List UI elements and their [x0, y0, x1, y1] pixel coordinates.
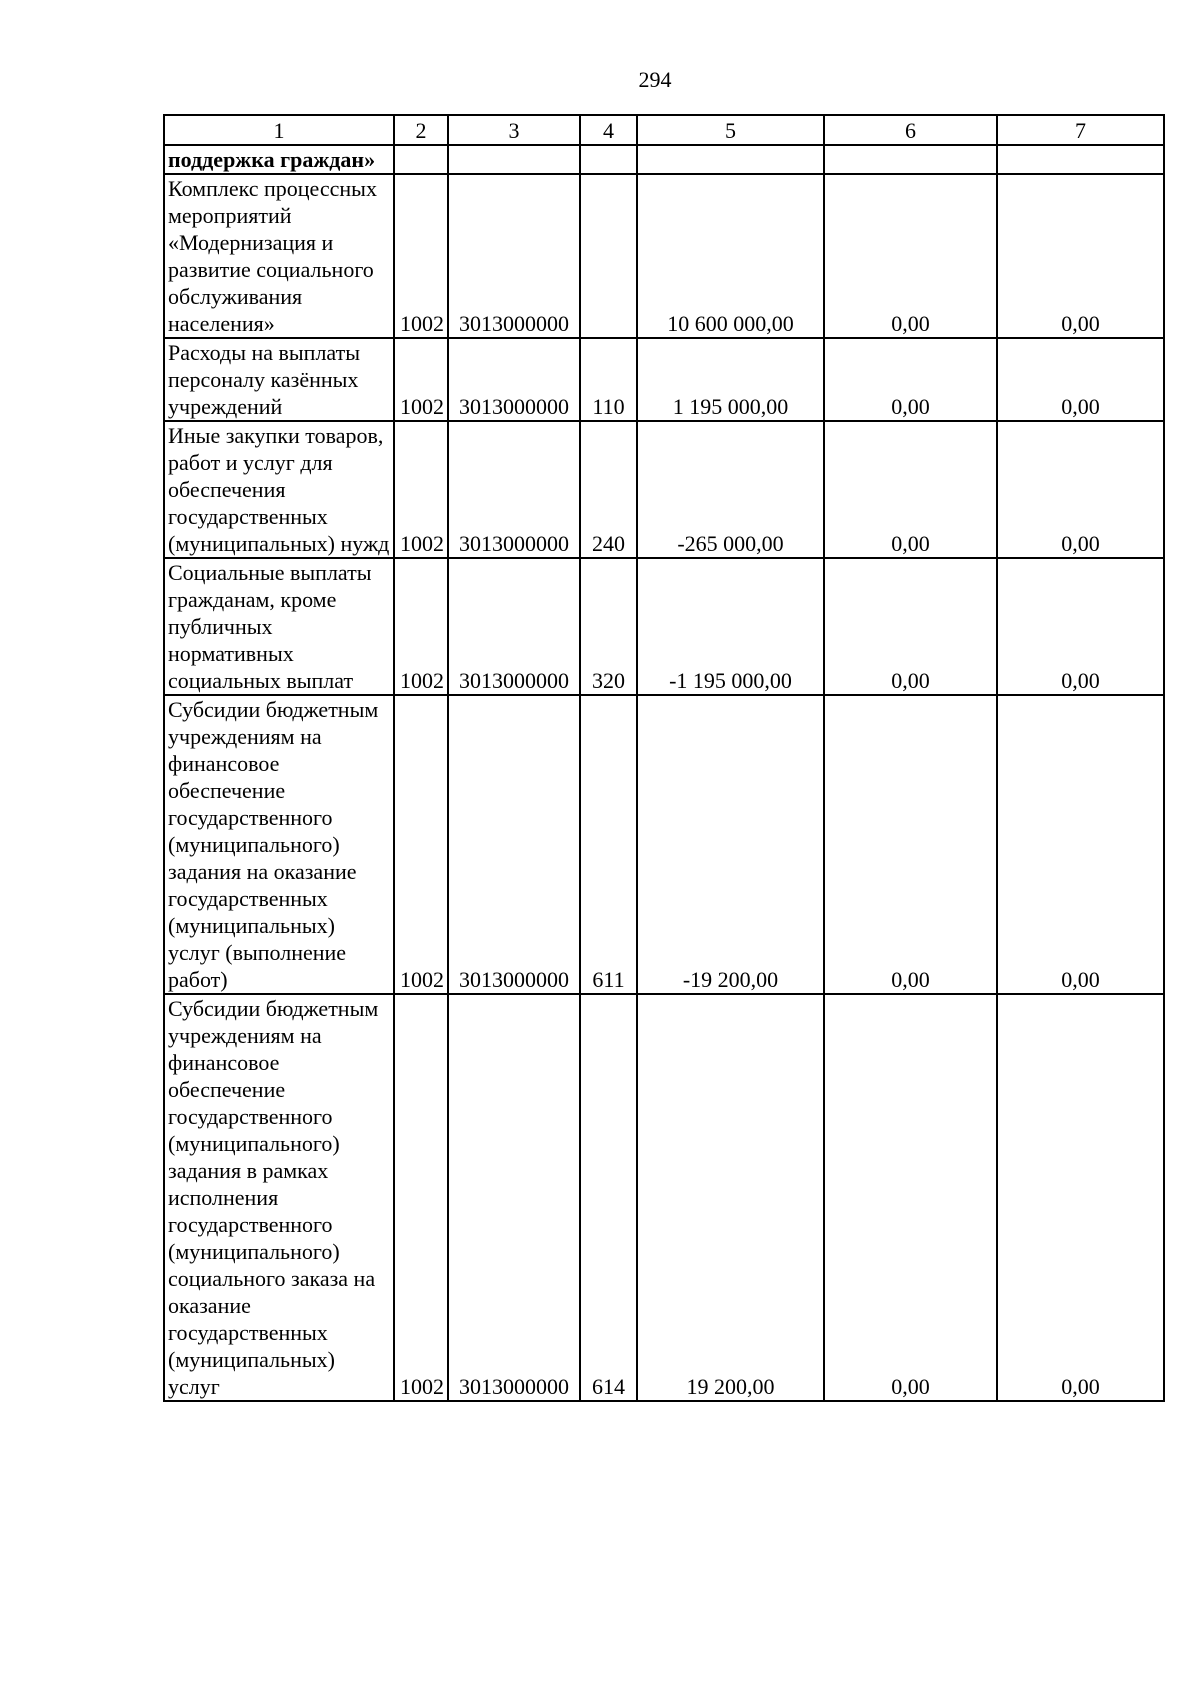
column-header: 5	[637, 115, 824, 145]
budget-table	[163, 114, 1165, 1402]
row-target: 3013000000	[448, 994, 580, 1401]
row-target	[448, 145, 580, 174]
row-expense-type: 611	[580, 695, 637, 994]
row-expense-type: 240	[580, 421, 637, 558]
column-header: 2	[394, 115, 448, 145]
row-expense-type	[580, 174, 637, 338]
row-amount-3: 0,00	[997, 558, 1164, 695]
row-amount-3: 0,00	[997, 994, 1164, 1401]
row-name: Субсидии бюджетным учреждениям на финансовое обеспечение государственного (муниципального) задания на оказание государственных (муниципальных) услуг (выполнение работ)	[164, 695, 394, 994]
row-section: 1002	[394, 338, 448, 421]
table-row	[164, 421, 1164, 558]
row-amount-3: 0,00	[997, 421, 1164, 558]
row-amount-2: 0,00	[824, 695, 997, 994]
row-name: Социальные выплаты гражданам, кроме публичных нормативных социальных выплат	[164, 558, 394, 695]
table-row	[164, 558, 1164, 695]
row-name: Субсидии бюджетным учреждениям на финансовое обеспечение государственного (муниципального) задания в рамках исполнения государственного (муниципального) социального заказа на оказание государственных (муниципальных) услуг	[164, 994, 394, 1401]
row-amount-1: 10 600 000,00	[637, 174, 824, 338]
header-row	[164, 115, 1164, 145]
row-expense-type	[580, 145, 637, 174]
column-header: 7	[997, 115, 1164, 145]
row-section: 1002	[394, 558, 448, 695]
row-amount-2	[824, 145, 997, 174]
row-section: 1002	[394, 174, 448, 338]
row-target: 3013000000	[448, 421, 580, 558]
row-amount-2: 0,00	[824, 338, 997, 421]
row-expense-type: 320	[580, 558, 637, 695]
column-header: 1	[164, 115, 394, 145]
row-amount-1: -19 200,00	[637, 695, 824, 994]
row-name: поддержка граждан»	[164, 145, 394, 174]
row-section	[394, 145, 448, 174]
page-number: 294	[638, 67, 672, 92]
row-target: 3013000000	[448, 174, 580, 338]
table-row	[164, 145, 1164, 174]
column-header: 3	[448, 115, 580, 145]
row-amount-2: 0,00	[824, 994, 997, 1401]
table-row	[164, 174, 1164, 338]
row-name: Комплекс процессных мероприятий «Модернизация и развитие социального обслуживания населения»	[164, 174, 394, 338]
row-amount-1: 19 200,00	[637, 994, 824, 1401]
column-header: 4	[580, 115, 637, 145]
row-name: Иные закупки товаров, работ и услуг для обеспечения государственных (муниципальных) нужд	[164, 421, 394, 558]
row-amount-1: 1 195 000,00	[637, 338, 824, 421]
row-amount-3: 0,00	[997, 338, 1164, 421]
table-row	[164, 695, 1164, 994]
table-row	[164, 994, 1164, 1401]
row-amount-2: 0,00	[824, 421, 997, 558]
row-amount-1	[637, 145, 824, 174]
row-amount-3: 0,00	[997, 695, 1164, 994]
row-expense-type: 614	[580, 994, 637, 1401]
row-expense-type: 110	[580, 338, 637, 421]
column-header: 6	[824, 115, 997, 145]
row-section: 1002	[394, 994, 448, 1401]
table-row	[164, 338, 1164, 421]
row-target: 3013000000	[448, 558, 580, 695]
row-section: 1002	[394, 421, 448, 558]
row-target: 3013000000	[448, 338, 580, 421]
row-name: Расходы на выплаты персоналу казённых учреждений	[164, 338, 394, 421]
row-section: 1002	[394, 695, 448, 994]
row-amount-2: 0,00	[824, 174, 997, 338]
row-amount-1: -265 000,00	[637, 421, 824, 558]
row-amount-3	[997, 145, 1164, 174]
row-target: 3013000000	[448, 695, 580, 994]
row-amount-2: 0,00	[824, 558, 997, 695]
row-amount-3: 0,00	[997, 174, 1164, 338]
row-amount-1: -1 195 000,00	[637, 558, 824, 695]
